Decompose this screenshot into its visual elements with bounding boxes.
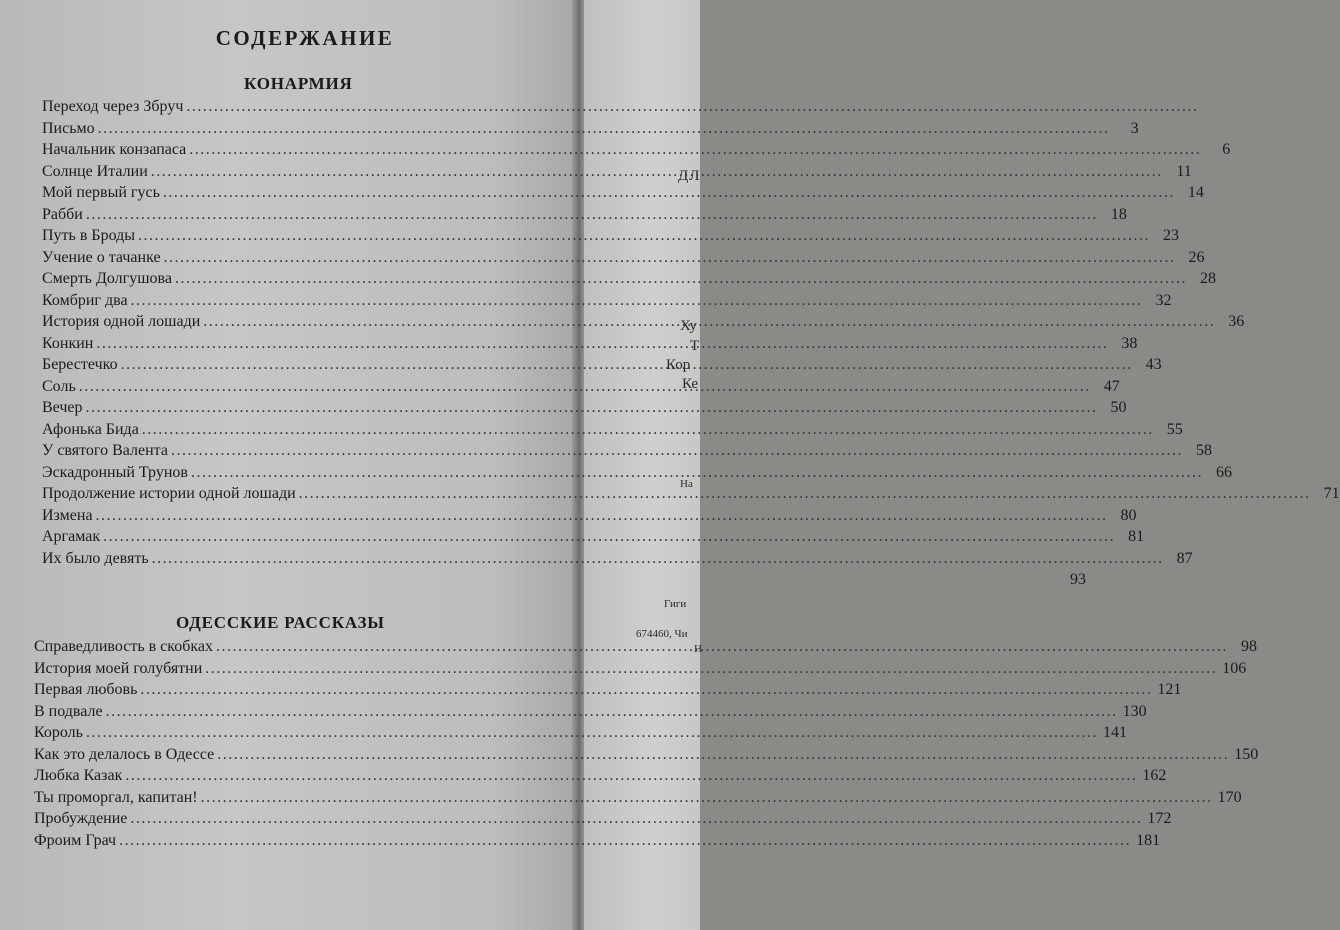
toc-entry-page: 50 — [1110, 399, 1127, 416]
toc-entry-title: Солнце Италии — [42, 162, 148, 180]
toc-entry-page: 6 — [1222, 141, 1231, 158]
toc-entry-title: Как это делалось в Одессе — [34, 745, 215, 763]
toc-entry[interactable] — [30, 204, 1127, 226]
toc-leader — [203, 311, 1215, 333]
toc-entry[interactable] — [30, 182, 1204, 204]
toc-entry-page: 11 — [1176, 162, 1192, 180]
toc-entry-page: 150 — [1234, 745, 1259, 763]
toc-leader — [163, 182, 1175, 204]
toc-entry-page: 55 — [1166, 420, 1183, 438]
toc-leader — [125, 765, 1137, 787]
toc-entry-page: 172 — [1147, 810, 1172, 827]
toc-entry[interactable] — [30, 96, 555, 118]
toc-entry-page: 87 — [1176, 549, 1193, 567]
toc-entry[interactable] — [22, 722, 1127, 744]
toc-entry-page: 3 — [1130, 119, 1139, 137]
right-page-fragment: Гиги — [664, 598, 687, 610]
toc-entry-page: 181 — [1136, 831, 1161, 849]
toc-entry-page: 28 — [1200, 270, 1216, 287]
toc-entry[interactable] — [30, 290, 1172, 312]
toc-leader — [151, 161, 1163, 183]
toc-entry-page: 26 — [1188, 248, 1205, 266]
toc-entry-title: Измена — [42, 506, 93, 524]
toc-leader — [189, 139, 1201, 161]
toc-leader — [201, 787, 1213, 809]
right-page-fragment: 674460, Чи — [636, 628, 688, 640]
toc-entry[interactable] — [22, 679, 1182, 701]
toc-entry-title: Путь в Броды — [42, 227, 136, 244]
toc-entry[interactable] — [30, 225, 1180, 247]
toc-entry-page: 71 — [1323, 485, 1340, 502]
toc-entry-title: Король — [34, 724, 83, 741]
toc-entry-title: Берестечко — [42, 356, 118, 373]
toc-entry-title: Смерть Долгушова — [42, 270, 172, 287]
toc-entry-page: 36 — [1228, 313, 1245, 330]
toc-entry-page: 14 — [1187, 184, 1204, 201]
toc-entry-page: 130 — [1122, 702, 1147, 720]
toc-entry-page: 80 — [1120, 506, 1137, 524]
toc-leader — [164, 247, 1176, 269]
toc-entry[interactable] — [22, 808, 1172, 830]
toc-entry-title: Соль — [42, 377, 76, 395]
toc-leader — [106, 701, 1118, 723]
toc-leader — [140, 679, 1152, 701]
toc-entry-title: Продолжение истории одной лошади — [42, 485, 296, 502]
toc-entry-page: 81 — [1128, 528, 1145, 545]
toc-entry-title: У святого Валента — [42, 442, 168, 459]
toc-entry-page: 106 — [1222, 659, 1247, 677]
toc-leader — [171, 440, 1183, 462]
toc-list-odesskie — [22, 636, 1259, 851]
toc-entry-page: 58 — [1195, 442, 1212, 459]
toc-entry-title: Фроим Грач — [34, 831, 117, 849]
toc-entry[interactable] — [30, 139, 1231, 161]
toc-entry-page: 170 — [1217, 788, 1242, 806]
toc-leader — [119, 830, 1131, 852]
toc-leader — [96, 505, 1108, 527]
right-page-fragment: Ке — [682, 376, 699, 392]
toc-leader — [299, 483, 1311, 505]
right-page-fragment: Т — [690, 338, 700, 354]
toc-entry-title: Вечер — [42, 399, 83, 416]
toc-entry-page: 66 — [1215, 463, 1232, 481]
toc-leader — [138, 225, 1150, 247]
toc-entry-page: 18 — [1110, 205, 1127, 223]
toc-entry[interactable] — [30, 333, 1138, 355]
toc-entry[interactable] — [22, 701, 1147, 723]
toc-entry-page: 38 — [1121, 334, 1138, 352]
toc-entry[interactable] — [30, 526, 1145, 548]
page-title: СОДЕРЖАНИЕ — [215, 26, 395, 50]
toc-entry[interactable] — [22, 744, 1259, 766]
toc-entry-page: 47 — [1103, 377, 1120, 395]
toc-leader — [98, 118, 1110, 140]
toc-entry-title: История моей голубятни — [34, 659, 203, 677]
right-page-fragment: На — [680, 478, 693, 490]
right-page-fragment: Ху — [680, 318, 698, 334]
toc-entry-page: 121 — [1157, 681, 1182, 698]
toc-leader — [103, 526, 1115, 548]
toc-entry-title: Рабби — [42, 205, 83, 223]
toc-leader — [79, 376, 1091, 398]
toc-entry-title: История одной лошади — [42, 313, 201, 330]
toc-entry[interactable] — [30, 118, 1139, 140]
toc-leader — [152, 548, 1164, 570]
toc-entry[interactable] — [30, 419, 1183, 441]
toc-leader — [186, 96, 1198, 118]
toc-entry-title: Переход через Збруч — [42, 98, 184, 115]
toc-leader — [86, 722, 1098, 744]
toc-leader — [86, 204, 1098, 226]
toc-leader — [121, 354, 1133, 376]
toc-entry[interactable] — [30, 548, 1193, 570]
toc-entry-page: 162 — [1142, 767, 1167, 784]
toc-entry-title: Аргамак — [42, 528, 101, 545]
toc-entry[interactable] — [22, 787, 1242, 809]
toc-entry-page: 43 — [1145, 356, 1162, 373]
toc-entry-title: В подвале — [34, 702, 103, 720]
toc-trailing-row — [30, 569, 1086, 591]
toc-entry-page: 23 — [1163, 227, 1180, 244]
toc-entry-title: Письмо — [42, 119, 95, 137]
toc-trailing-page: 93 — [1070, 571, 1086, 588]
toc-entry[interactable] — [22, 830, 1161, 852]
toc-leader — [217, 744, 1229, 766]
toc-entry-page: 141 — [1102, 724, 1127, 741]
toc-leader — [175, 268, 1187, 290]
section-title-konarmiya: КОНАРМИЯ — [244, 74, 353, 93]
toc-entry-title: Их было девять — [42, 549, 149, 567]
toc-entry-title: Комбриг два — [42, 291, 128, 309]
toc-leader — [130, 808, 1142, 830]
toc-entry-title: Эскадронный Трунов — [42, 463, 188, 481]
right-page-fragment: Кор — [666, 357, 691, 373]
toc-leader — [142, 419, 1154, 441]
toc-leader — [131, 290, 1143, 312]
toc-entry-title: Ты проморгал, капитан! — [34, 788, 198, 806]
toc-leader — [216, 636, 1228, 658]
toc-leader — [205, 658, 1217, 680]
right-page-fragment: Н — [694, 643, 702, 655]
toc-entry-title: Любка Казак — [34, 767, 123, 784]
section-title-odesskie: ОДЕССКИЕ РАССКАЗЫ — [176, 613, 385, 632]
toc-entry-title: Учение о тачанке — [42, 248, 161, 266]
toc-leader — [86, 397, 1098, 419]
toc-entry[interactable] — [30, 505, 1137, 527]
toc-entry[interactable] — [30, 268, 1216, 290]
toc-entry[interactable] — [22, 636, 1257, 658]
toc-leader — [191, 462, 1203, 484]
toc-entry-page: 98 — [1241, 638, 1257, 655]
toc-entry-title: Конкин — [42, 334, 94, 352]
right-page-fragment: ДЛ — [678, 168, 701, 184]
toc-entry[interactable] — [30, 247, 1205, 269]
toc-entry[interactable] — [22, 765, 1167, 787]
toc-entry-title: Мой первый гусь — [42, 184, 160, 201]
toc-entry-title: Пробуждение — [34, 810, 128, 827]
toc-entry[interactable] — [30, 440, 1212, 462]
toc-entry-title: Справедливость в скобках — [34, 638, 213, 655]
toc-leader — [96, 333, 1108, 355]
toc-entry[interactable] — [30, 397, 1127, 419]
toc-entry[interactable] — [22, 658, 1247, 680]
toc-entry-title: Начальник конзапаса — [42, 141, 187, 158]
toc-entry-page: 32 — [1155, 291, 1172, 309]
toc-entry-title: Афонька Бида — [42, 420, 139, 438]
toc-entry-title: Первая любовь — [34, 681, 138, 698]
